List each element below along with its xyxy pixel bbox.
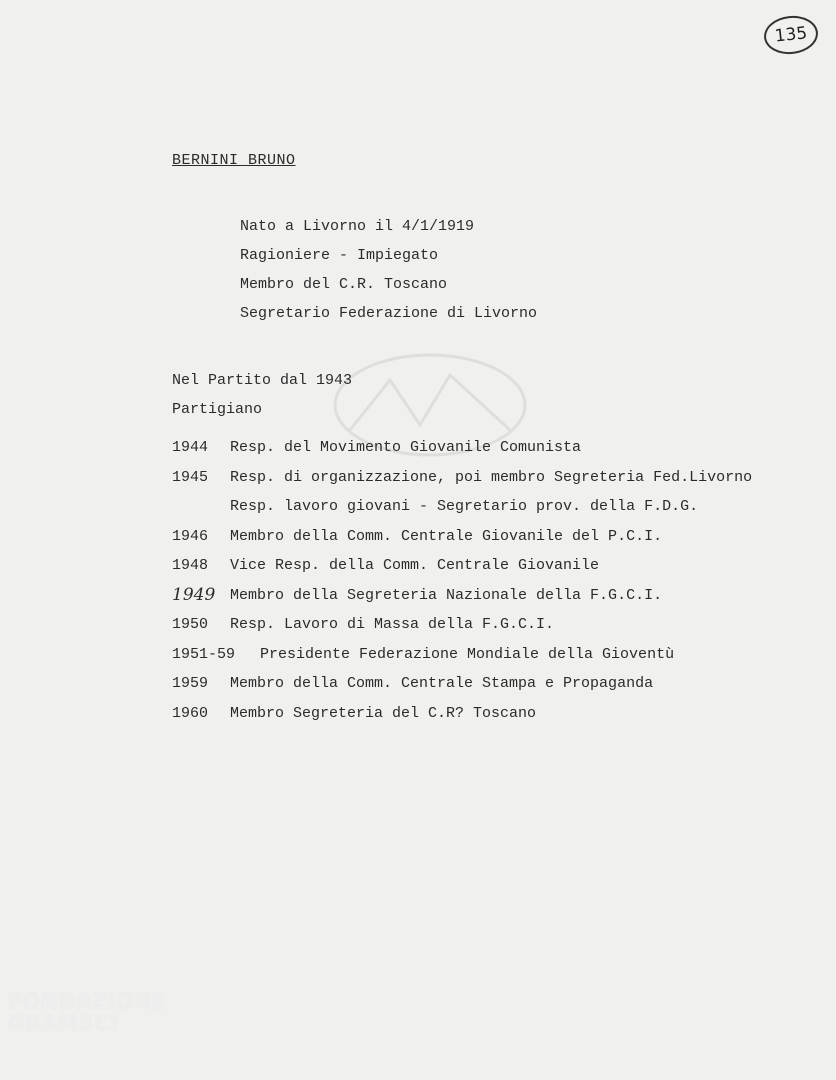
- timeline-year: 1950: [172, 616, 209, 633]
- timeline-text: Membro della Comm. Centrale Stampa e Propaganda: [230, 675, 654, 692]
- info-role: Segretario Federazione di Livorno: [240, 305, 538, 322]
- fondazione-gramsci-watermark: [8, 990, 167, 1034]
- timeline-year: 1944: [172, 439, 209, 456]
- partisan-status: Partigiano: [172, 401, 263, 418]
- timeline-year: 1948: [172, 557, 209, 574]
- timeline-row: [172, 492, 822, 522]
- personal-info: [240, 212, 537, 328]
- timeline-row: [172, 551, 822, 581]
- timeline-text: Resp. di organizzazione, poi membro Segreteria Fed.Livorno: [230, 468, 753, 486]
- timeline-text: Presidente Federazione Mondiale della Gioventù: [260, 645, 675, 663]
- timeline-year: 1951-59: [172, 645, 236, 663]
- timeline-text: Membro Segreteria del C.R? Toscano: [230, 704, 537, 722]
- info-profession: Ragioniere - Impiegato: [240, 247, 439, 264]
- timeline-row: [172, 640, 822, 670]
- party-since: Nel Partito dal 1943: [172, 372, 353, 389]
- timeline-row: [172, 433, 822, 463]
- info-membership: Membro del C.R. Toscano: [240, 276, 448, 293]
- timeline-year: 1946: [172, 527, 209, 545]
- timeline-year-handwritten: 1949: [172, 584, 216, 605]
- timeline-text: Resp. lavoro giovani - Segretario prov. della F.D.G.: [230, 498, 699, 515]
- timeline-year: 1960: [172, 704, 209, 722]
- watermark-line-1: FONDAZIONE: [8, 989, 167, 1013]
- timeline-year: [172, 492, 230, 522]
- page-number: 135: [773, 23, 809, 47]
- timeline-row: [172, 581, 822, 611]
- timeline-row: [172, 610, 822, 640]
- timeline-row: [172, 463, 822, 493]
- timeline-year: 1945: [172, 468, 209, 486]
- timeline-row: [172, 699, 822, 729]
- watermark-line-2: GRAMSCI: [8, 1011, 119, 1035]
- timeline-row: [172, 522, 822, 552]
- info-birth: Nato a Livorno il 4/1/1919: [240, 218, 475, 235]
- timeline-text: Resp. Lavoro di Massa della F.G.C.I.: [230, 616, 555, 633]
- timeline-text: Membro della Comm. Centrale Giovanile del P.C.I.: [230, 527, 663, 545]
- person-name: BERNINI BRUNO: [172, 152, 296, 169]
- timeline-row: [172, 669, 822, 699]
- career-timeline: [172, 433, 822, 728]
- timeline-text: Resp. del Movimento Giovanile Comunista: [230, 439, 582, 456]
- timeline-text: Vice Resp. della Comm. Centrale Giovanile: [230, 557, 600, 574]
- timeline-text: Membro della Segreteria Nazionale della F.G.C.I.: [230, 586, 663, 604]
- party-info: [172, 366, 352, 424]
- page-number-circle: [762, 13, 820, 56]
- timeline-year: 1959: [172, 675, 209, 692]
